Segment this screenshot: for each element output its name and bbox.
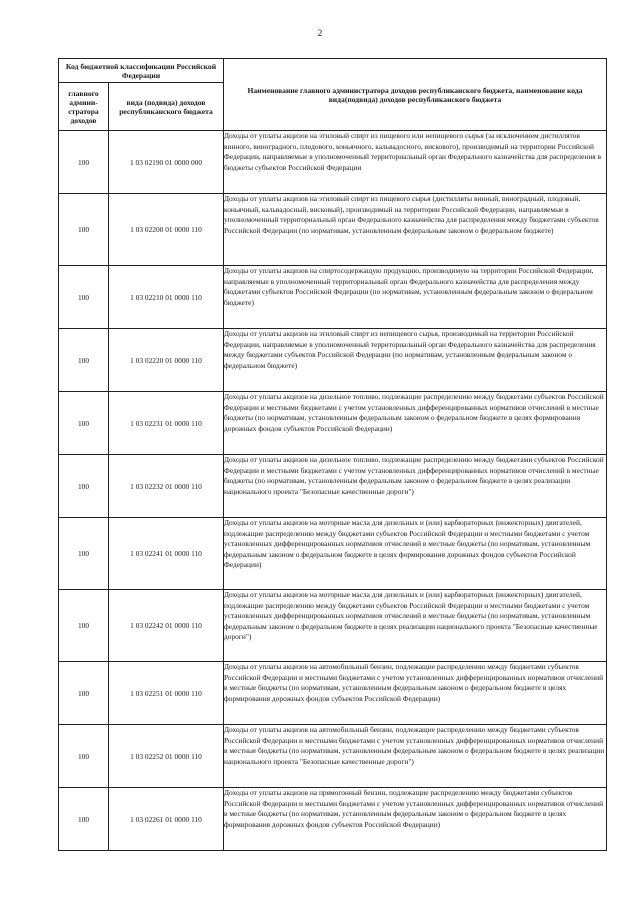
table-row bbox=[59, 455, 607, 518]
income-description-cell: Доходы от уплаты акцизов на моторные масла для дизельных и (или) карбюраторных (инжекторных) двигателей, подлежащие распределению между бюджетами субъектов Российской Федерации и местными бюджетами с учетом установленных дифференцированных нормативов отчислений в местные бюджеты (по нормативам, установленным федеральным законом о федеральном бюджете в целях формирования дорожных фондов субъектов Российской Федерации) bbox=[224, 518, 607, 590]
income-description-cell: Доходы от уплаты акцизов на автомобильный бензин, подлежащие распределению между бюджетами субъектов Российской Федерации и местными бюджетами с учетом установленных дифференцированных нормативов отчислений в местные бюджеты (по нормативам, установленным федеральным законом о федеральном бюджете в целях реализации национального проекта "Безопасные качественные дороги") bbox=[224, 725, 607, 788]
income-code-cell: 1 03 02251 01 0000 110 bbox=[109, 662, 224, 725]
income-description-cell: Доходы от уплаты акцизов на дизельное топливо, подлежащие распределению между бюджетами субъектов Российской Федерации и местными бюджетами с учетом установленных дифференцированных нормативов отчислений в местные бюджеты (по нормативам, установленным федеральным законом о федеральном бюджете в целях реализации национального проекта "Безопасные качественные дороги") bbox=[224, 455, 607, 518]
table-row bbox=[59, 266, 607, 329]
table-row bbox=[59, 131, 607, 194]
income-code-cell: 1 03 02261 01 0000 110 bbox=[109, 788, 224, 851]
income-description-cell: Доходы от уплаты акцизов на этиловый спирт из пищевого или непищевого сырья (за исключением дистиллятов винного, виноградного, плодового, коньячного, кальвадосного, вискового), производимый на территории Российской Федерации, направляемые в уполномоченный территориальный орган Федерального казначейства для распределения в бюджеты субъектов Российской Федерации bbox=[224, 131, 607, 194]
table-row bbox=[59, 788, 607, 851]
admin-code-cell: 100 bbox=[59, 392, 109, 455]
income-code-cell: 1 03 02220 01 0000 110 bbox=[109, 329, 224, 392]
table-row bbox=[59, 329, 607, 392]
table-row bbox=[59, 392, 607, 455]
header-classification-code: Код бюджетной классификации Российской Федерации bbox=[59, 59, 224, 83]
income-code-cell: 1 03 02242 01 0000 110 bbox=[109, 590, 224, 662]
header-admin-column: главного админи-стратора доходов bbox=[59, 83, 109, 131]
table-row bbox=[59, 590, 607, 662]
admin-code-cell: 100 bbox=[59, 329, 109, 392]
admin-code-cell: 100 bbox=[59, 662, 109, 725]
table-row bbox=[59, 725, 607, 788]
budget-classification-table bbox=[58, 58, 607, 851]
admin-code-cell: 100 bbox=[59, 590, 109, 662]
header-name-column: Наименование главного администратора доходов республиканского бюджета, наименование кода вида(подвида) доходов республиканского бюджета bbox=[224, 59, 607, 131]
admin-code-cell: 100 bbox=[59, 518, 109, 590]
header-code-column: вида (подвида) доходов республиканского бюджета bbox=[109, 83, 224, 131]
income-code-cell: 1 03 02200 01 0000 110 bbox=[109, 194, 224, 266]
income-description-cell: Доходы от уплаты акцизов на этиловый спирт из непищевого сырья, производимый на территории Российской Федерации, направляемые в уполномоченный территориальный орган Федерального казначейства для распределения между бюджетами субъектов Российской Федерации (по нормативам, установленным федеральным законом о федеральном бюджете) bbox=[224, 329, 607, 392]
admin-code-cell: 100 bbox=[59, 455, 109, 518]
income-description-cell: Доходы от уплаты акцизов на дизельное топливо, подлежащие распределению между бюджетами субъектов Российской Федерации и местными бюджетами с учетом установленных дифференцированных нормативов отчислений в местные бюджеты (по нормативам, установленным федеральным законом о федеральном бюджете в целях формирования дорожных фондов субъектов Российской Федерации) bbox=[224, 392, 607, 455]
income-description-cell: Доходы от уплаты акцизов на моторные масла для дизельных и (или) карбюраторных (инжекторных) двигателей, подлежащие распределению между бюджетами субъектов Российской Федерации и местными бюджетами с учетом установленных дифференцированных нормативов отчислений в местные бюджеты (по нормативам, установленным федеральным законом о федеральном бюджете в целях реализации национального проекта "Безопасные качественные дороги") bbox=[224, 590, 607, 662]
admin-code-cell: 100 bbox=[59, 788, 109, 851]
income-description-cell: Доходы от уплаты акцизов на автомобильный бензин, подлежащие распределению между бюджетами субъектов Российской Федерации и местными бюджетами с учетом установленных дифференцированных нормативов отчислений в местные бюджеты (по нормативам, установленным федеральным законом о федеральном бюджете в целях формирования дорожных фондов субъектов Российской Федерации) bbox=[224, 662, 607, 725]
income-code-cell: 1 03 02252 01 0000 110 bbox=[109, 725, 224, 788]
admin-code-cell: 100 bbox=[59, 266, 109, 329]
table-row bbox=[59, 662, 607, 725]
table-row bbox=[59, 518, 607, 590]
income-code-cell: 1 03 02190 01 0000 000 bbox=[109, 131, 224, 194]
income-code-cell: 1 03 02231 01 0000 110 bbox=[109, 392, 224, 455]
income-code-cell: 1 03 02241 01 0000 110 bbox=[109, 518, 224, 590]
income-description-cell: Доходы от уплаты акцизов на этиловый спирт из пищевого сырья (дистилляты винный, виноградный, плодовый, коньячный, кальвадосный, висковый), производимый на территории Российской Федерации, направляемые в уполномоченный территориальный орган Федерального казначейства для распределения между бюджетами субъектов Российской Федерации (по нормативам, установленным федеральным законом о федеральном бюджете) bbox=[224, 194, 607, 266]
page-number: 2 bbox=[317, 28, 323, 38]
admin-code-cell: 100 bbox=[59, 131, 109, 194]
income-description-cell: Доходы от уплаты акцизов на прямогонный бензин, подлежащие распределению между бюджетами субъектов Российской Федерации и местными бюджетами с учетом установленных дифференцированных нормативов отчислений в местные бюджеты (по нормативам, установленным федеральным законом о федеральном бюджете в целях формирования дорожных фондов субъектов Российской Федерации) bbox=[224, 788, 607, 851]
admin-code-cell: 100 bbox=[59, 725, 109, 788]
income-code-cell: 1 03 02232 01 0000 110 bbox=[109, 455, 224, 518]
admin-code-cell: 100 bbox=[59, 194, 109, 266]
table-row bbox=[59, 194, 607, 266]
income-description-cell: Доходы от уплаты акцизов на спиртосодержащую продукцию, производимую на территории Российской Федерации, направляемые в уполномоченный территориальный орган Федерального казначейства для распределения между бюджетами субъектов Российской Федерации (по нормативам, установленным федеральным законом о федеральном бюджете) bbox=[224, 266, 607, 329]
income-code-cell: 1 03 02210 01 0000 110 bbox=[109, 266, 224, 329]
